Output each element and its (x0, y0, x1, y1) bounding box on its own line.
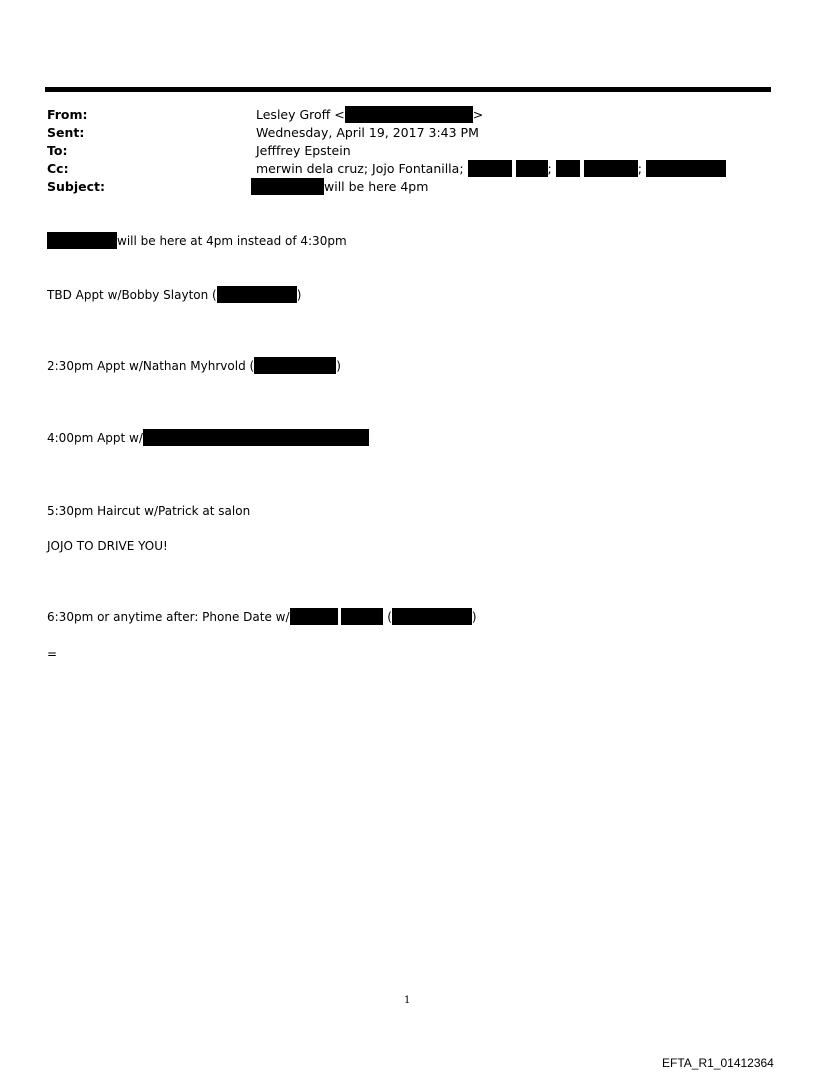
redaction-cc-2a (556, 160, 580, 177)
header-rule (45, 87, 771, 92)
paren-close: ) (296, 288, 302, 302)
paren-close: ) (336, 359, 341, 373)
arrival-text: will be here at 4pm instead of 4:30pm (117, 234, 347, 248)
redaction-phone (392, 608, 472, 625)
redaction-subject (251, 178, 324, 195)
subject-label: Subject: (47, 179, 105, 194)
sent-value: Wednesday, April 19, 2017 3:43 PM (256, 125, 479, 140)
body-line-phone-date (47, 608, 477, 626)
cc-separator: ; (637, 161, 642, 176)
body-line-haircut: 5:30pm Haircut w/Patrick at salon (47, 504, 251, 518)
body-line-drive: JOJO TO DRIVE YOU! (47, 539, 168, 553)
page-number: 1 (404, 995, 411, 1006)
from-label: From: (47, 107, 88, 122)
redaction-name-a (290, 608, 338, 625)
redaction-name (47, 232, 117, 249)
cc-value (256, 160, 726, 178)
paren-close: ) (471, 610, 477, 624)
redaction-name-b (341, 608, 383, 625)
to-label: To: (47, 143, 68, 158)
to-value: Jefffrey Epstein (256, 143, 351, 158)
paren-open: ( (387, 610, 392, 624)
cc-label: Cc: (47, 161, 69, 176)
from-name: Lesley Groff < (256, 107, 345, 122)
redaction-cc-1b (516, 160, 548, 177)
subject-text: will be here 4pm (324, 179, 429, 194)
redaction-from-email (345, 106, 473, 123)
body-line-equals: = (47, 647, 58, 661)
document-id-footer: EFTA_R1_01412364 (662, 1056, 774, 1070)
cc-separator: ; (547, 161, 552, 176)
tbd-appt-text: TBD Appt w/Bobby Slayton ( (47, 288, 217, 302)
from-close: > (472, 107, 484, 122)
sent-label: Sent: (47, 125, 85, 140)
redaction-cc-3 (646, 160, 726, 177)
body-line-400-appt (47, 429, 369, 447)
body-line-230-appt (47, 357, 341, 375)
redaction-phone (217, 286, 297, 303)
cc-names: merwin dela cruz; Jojo Fontanilla; (256, 161, 464, 176)
redaction-phone (254, 357, 336, 374)
subject-value (251, 178, 428, 196)
redaction-cc-2b (584, 160, 638, 177)
body-line-tbd-appt (47, 286, 301, 304)
body-line-arrival (47, 232, 347, 250)
appt-230-text: 2:30pm Appt w/Nathan Myhrvold ( (47, 359, 255, 373)
from-value (256, 106, 483, 124)
redaction-cc-1a (468, 160, 512, 177)
redaction-appt-details (143, 429, 369, 446)
phone-date-text: 6:30pm or anytime after: Phone Date w/ (47, 610, 290, 624)
appt-400-text: 4:00pm Appt w/ (47, 431, 143, 445)
